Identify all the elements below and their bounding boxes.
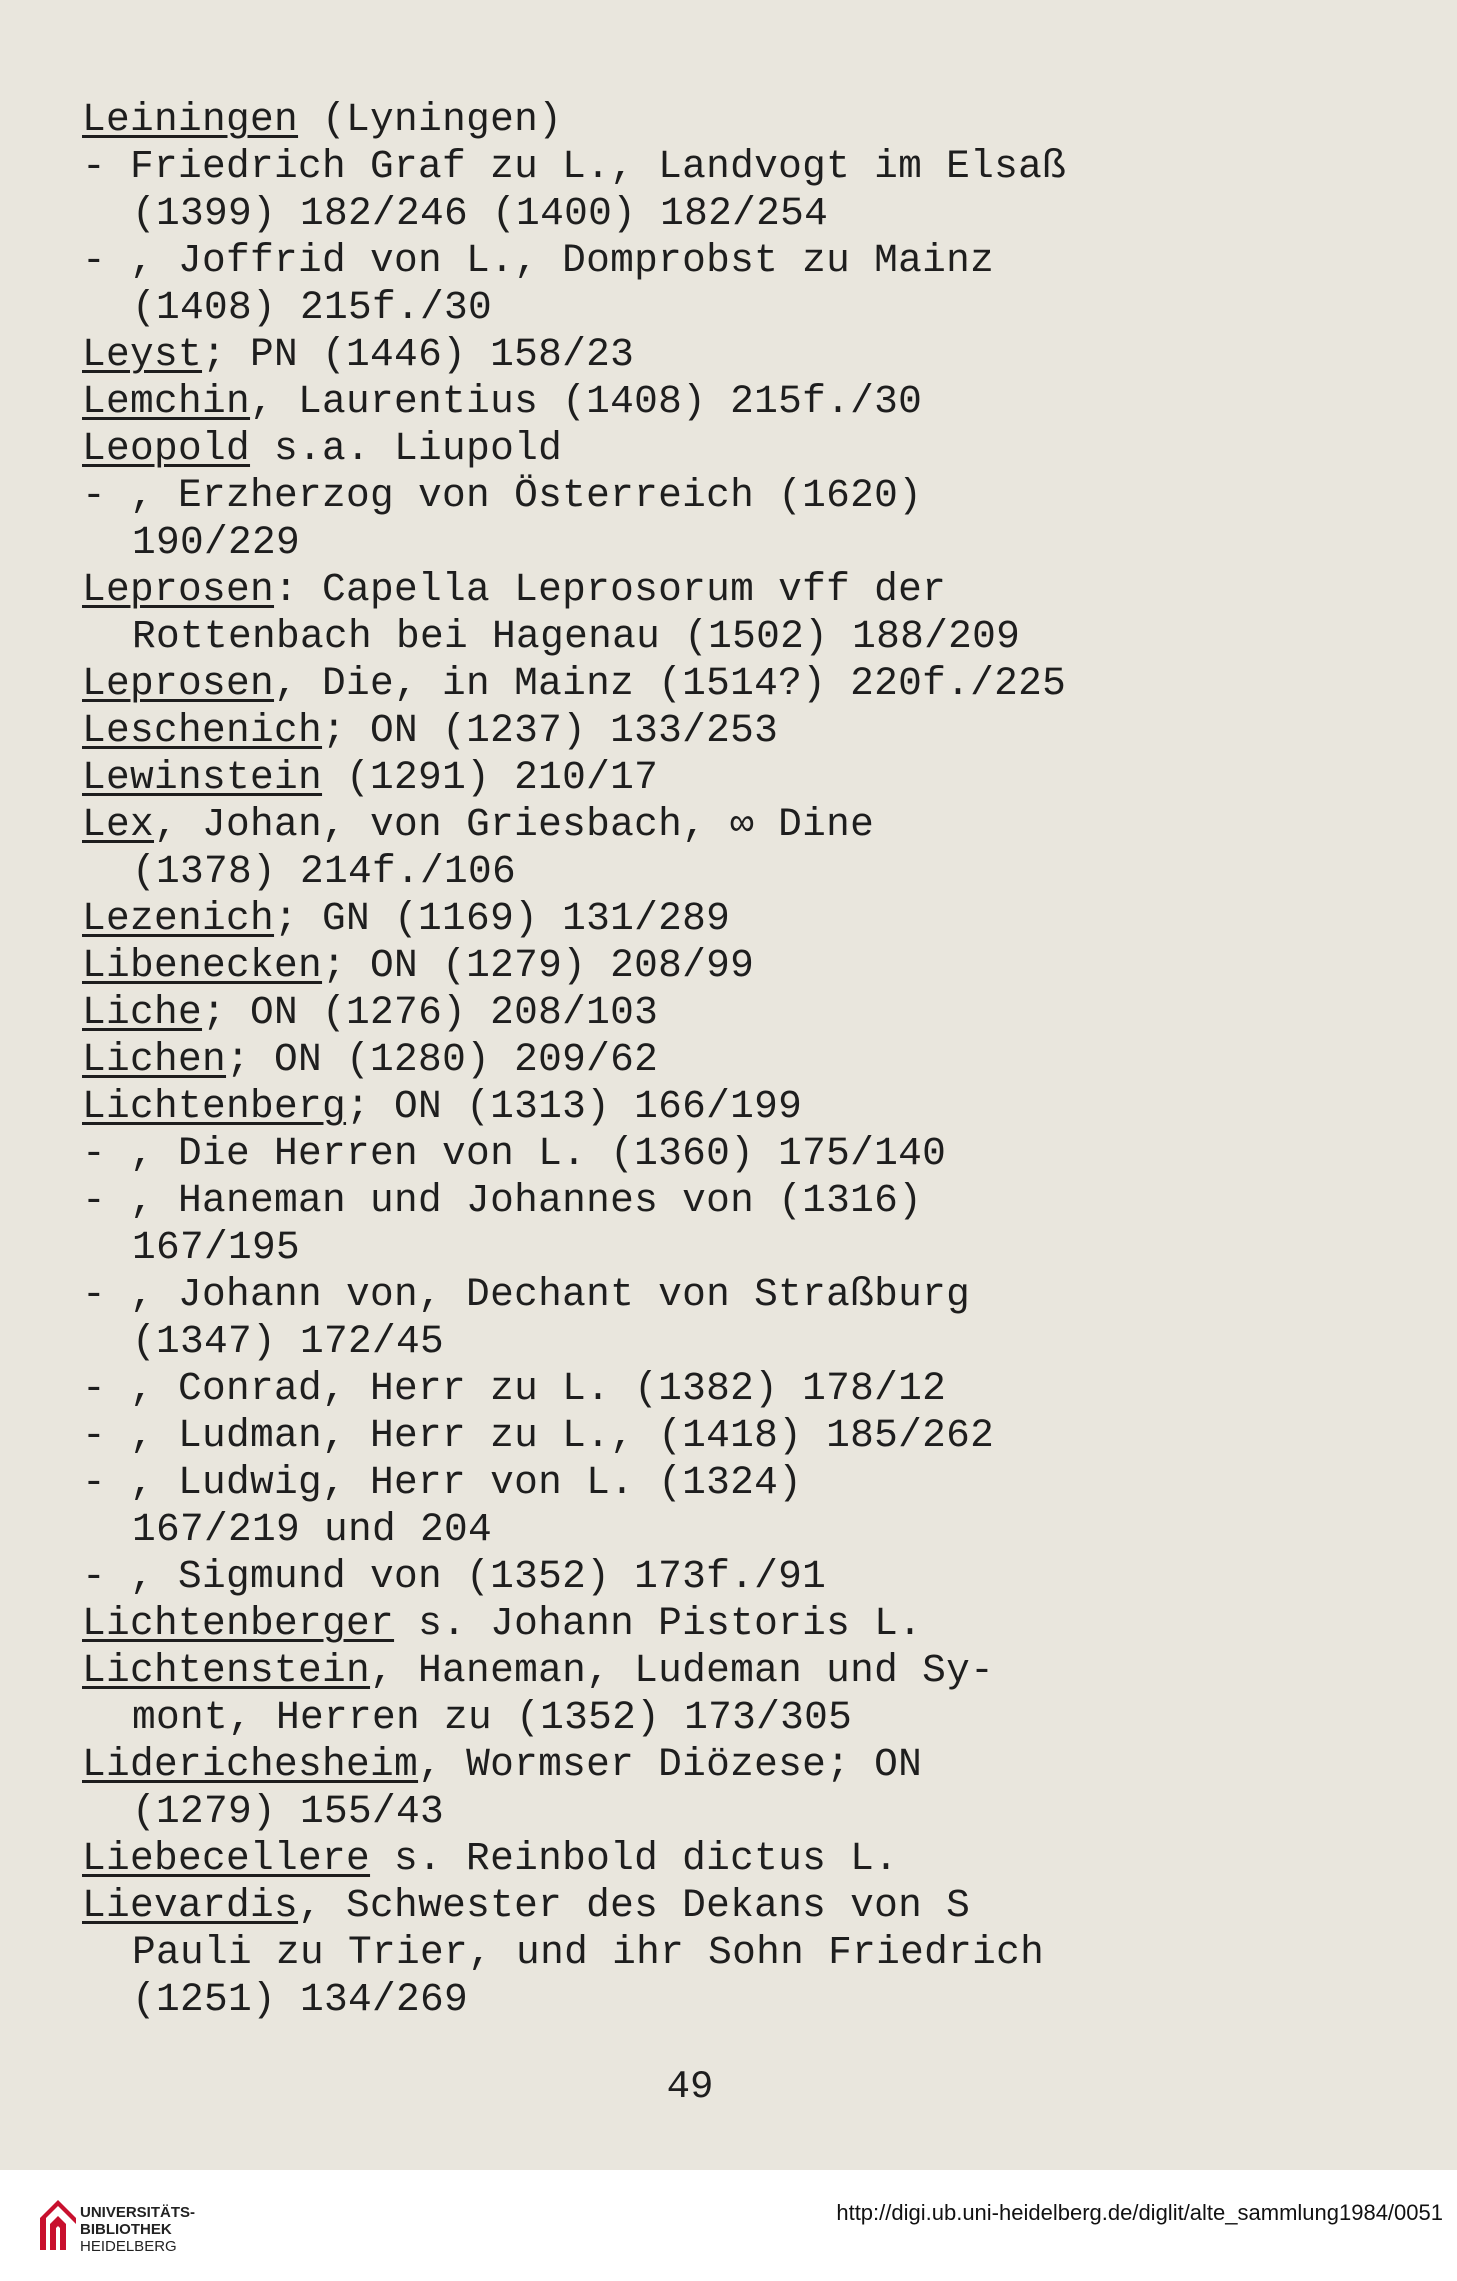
library-line2: BIBLIOTHEK — [80, 2221, 172, 2238]
index-line — [82, 1271, 1282, 1318]
index-text: ; GN (1169) 131/289 — [274, 896, 731, 941]
index-headword: Lezenich — [82, 896, 275, 941]
index-line — [82, 1036, 1282, 1083]
index-text: - , Joffrid von L., Domprobst zu Mainz — [82, 238, 995, 283]
index-text: (Lyningen) — [298, 97, 563, 142]
index-headword: Leiningen — [82, 97, 299, 142]
index-line — [82, 1459, 1282, 1506]
index-text: - , Die Herren von L. (1360) 175/140 — [82, 1131, 947, 1176]
index-line — [82, 143, 1282, 190]
index-text: - Friedrich Graf zu L., Landvogt im Elsaß — [82, 144, 1067, 189]
index-line — [82, 989, 1282, 1036]
index-text: (1291) 210/17 — [322, 755, 659, 800]
index-headword: Leyst — [82, 332, 203, 377]
index-headword: Lievardis — [82, 1883, 299, 1928]
index-line — [82, 378, 1282, 425]
index-line — [82, 1224, 1282, 1271]
index-line — [82, 472, 1282, 519]
index-headword: Leopold — [82, 426, 251, 471]
index-line — [82, 190, 1282, 237]
index-line — [82, 1647, 1282, 1694]
index-line — [82, 331, 1282, 378]
index-text: : Capella Leprosorum vff der — [274, 567, 947, 612]
index-text: ; PN (1446) 158/23 — [202, 332, 635, 377]
index-headword: Liebecellere — [82, 1836, 371, 1881]
index-headword: Liderichesheim — [82, 1742, 419, 1787]
index-line — [82, 1835, 1282, 1882]
index-text: - , Johann von, Dechant von Straßburg — [82, 1272, 971, 1317]
index-line — [82, 1177, 1282, 1224]
index-text: (1408) 215f./30 — [132, 285, 493, 330]
index-text: , Schwester des Dekans von S — [298, 1883, 971, 1928]
page-number: 49 — [666, 2065, 714, 2109]
index-headword: Lichen — [82, 1037, 227, 1082]
index-line — [82, 707, 1282, 754]
index-line — [82, 895, 1282, 942]
index-line — [82, 942, 1282, 989]
index-text: ; ON (1280) 209/62 — [226, 1037, 659, 1082]
index-headword: Lewinstein — [82, 755, 323, 800]
index-headword: Liche — [82, 990, 203, 1035]
index-text: - , Ludman, Herr zu L., (1418) 185/262 — [82, 1413, 995, 1458]
index-text: ; ON (1237) 133/253 — [322, 708, 779, 753]
index-line — [82, 1506, 1282, 1553]
index-text: s. Reinbold dictus L. — [370, 1836, 899, 1881]
index-text: s. Johann Pistoris L. — [394, 1601, 923, 1646]
index-line — [82, 1741, 1282, 1788]
index-text: 167/195 — [132, 1225, 301, 1270]
index-text: , Johan, von Griesbach, ∞ Dine — [154, 802, 875, 847]
index-headword: Lex — [82, 802, 155, 847]
index-text: ; ON (1313) 166/199 — [346, 1084, 803, 1129]
index-line — [82, 1600, 1282, 1647]
library-name — [80, 2204, 195, 2255]
index-headword: Leprosen — [82, 661, 275, 706]
index-text: (1399) 182/246 (1400) 182/254 — [132, 191, 829, 236]
index-line — [82, 96, 1282, 143]
index-line — [82, 1318, 1282, 1365]
index-line — [82, 1929, 1282, 1976]
index-line — [82, 754, 1282, 801]
index-headword: Libenecken — [82, 943, 323, 988]
index-text: 167/219 und 204 — [132, 1507, 493, 1552]
index-line — [82, 1130, 1282, 1177]
index-text: s.a. Liupold — [250, 426, 563, 471]
index-line — [82, 613, 1282, 660]
index-text: , Haneman, Ludeman und Sy- — [370, 1648, 995, 1693]
index-line — [82, 284, 1282, 331]
index-text: (1251) 134/269 — [132, 1977, 469, 2022]
index-text: - , Haneman und Johannes von (1316) — [82, 1178, 923, 1223]
index-text: ; ON (1279) 208/99 — [322, 943, 755, 988]
index-text: , Die, in Mainz (1514?) 220f./225 — [274, 661, 1067, 706]
index-line — [82, 1882, 1282, 1929]
index-text: , Laurentius (1408) 215f./30 — [250, 379, 923, 424]
index-line — [82, 1694, 1282, 1741]
index-line — [82, 1412, 1282, 1459]
library-line3: HEIDELBERG — [80, 2238, 177, 2255]
index-text: (1378) 214f./106 — [132, 849, 517, 894]
index-line — [82, 566, 1282, 613]
index-line — [82, 1976, 1282, 2023]
index-text: Rottenbach bei Hagenau (1502) 188/209 — [132, 614, 1021, 659]
index-text: - , Erzherzog von Österreich (1620) — [82, 473, 923, 518]
index-text: - , Ludwig, Herr von L. (1324) — [82, 1460, 803, 1505]
index-line — [82, 1083, 1282, 1130]
index-line — [82, 1553, 1282, 1600]
index-headword: Lemchin — [82, 379, 251, 424]
index-line — [82, 519, 1282, 566]
index-line — [82, 848, 1282, 895]
index-text: - , Conrad, Herr zu L. (1382) 178/12 — [82, 1366, 947, 1411]
index-entries — [82, 96, 1282, 2023]
index-line — [82, 237, 1282, 284]
index-line — [82, 425, 1282, 472]
index-headword: Lichtenstein — [82, 1648, 371, 1693]
library-line1: UNIVERSITÄTS- — [80, 2204, 196, 2221]
source-url-link[interactable]: http://digi.ub.uni-heidelberg.de/diglit/alte_sammlung1984/0051 — [836, 2200, 1443, 2225]
index-text: mont, Herren zu (1352) 173/305 — [132, 1695, 853, 1740]
index-line — [82, 801, 1282, 848]
index-text: , Wormser Diözese; ON — [418, 1742, 923, 1787]
index-text: (1279) 155/43 — [132, 1789, 445, 1834]
index-text: ; ON (1276) 208/103 — [202, 990, 659, 1035]
index-headword: Leschenich — [82, 708, 323, 753]
index-text: (1347) 172/45 — [132, 1319, 445, 1364]
index-text: Pauli zu Trier, und ihr Sohn Friedrich — [132, 1930, 1045, 1975]
index-headword: Lichtenberg — [82, 1084, 347, 1129]
index-line — [82, 660, 1282, 707]
index-headword: Leprosen — [82, 567, 275, 612]
index-text: 190/229 — [132, 520, 301, 565]
index-line — [82, 1788, 1282, 1835]
index-headword: Lichtenberger — [82, 1601, 395, 1646]
index-text: - , Sigmund von (1352) 173f./91 — [82, 1554, 827, 1599]
index-line — [82, 1365, 1282, 1412]
